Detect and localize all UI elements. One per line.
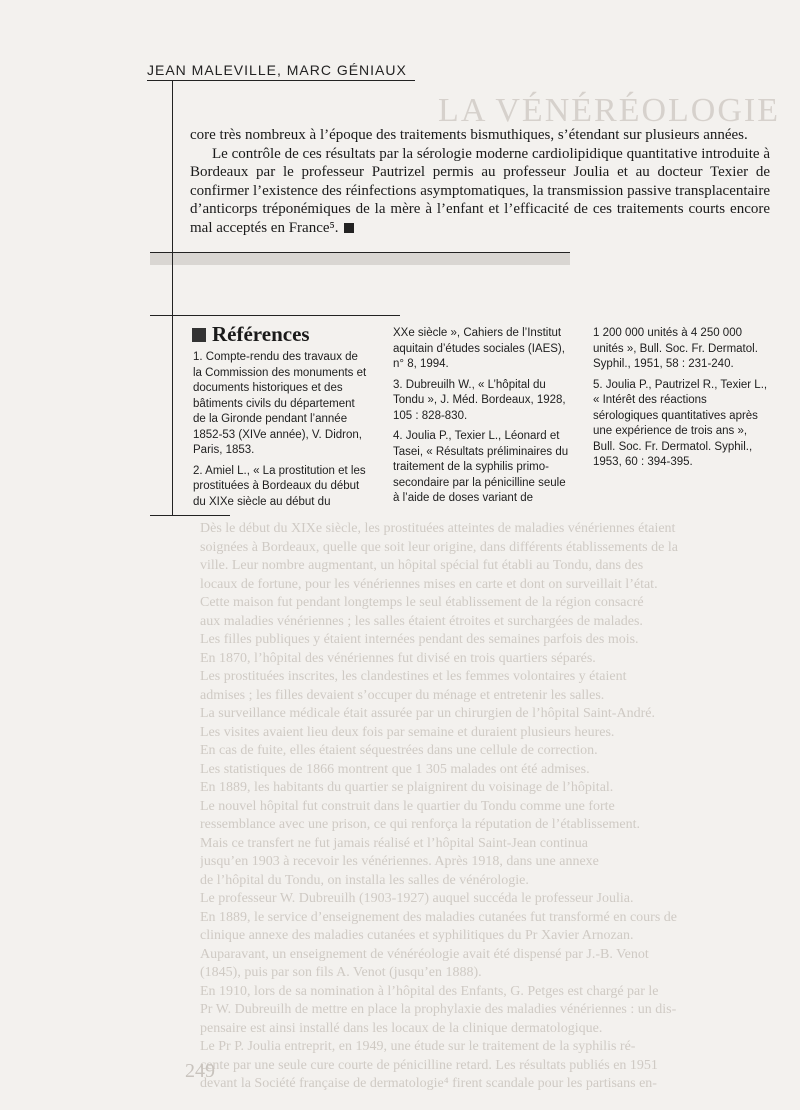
references-column-2 [393,326,569,512]
margin-rule [172,80,173,515]
header-rule [147,80,415,81]
references-bottom-rule [150,515,230,516]
paragraph-continuation: core très nombreux à l’époque des traitements bismuthiques, s’étendant sur plusieurs années. [190,127,748,143]
references-title: Références [212,322,310,346]
bleed-through-band [150,253,570,265]
references-column-3 [593,326,771,476]
heading-square-icon [192,328,206,342]
end-of-section-square [344,223,354,233]
reference-item: 1 200 000 unités à 4 250 000 unités », Bull. Soc. Fr. Dermatol. Syphil., 1951, 58 : 231-240. [593,327,758,370]
paragraph-serology-text: Le contrôle de ces résultats par la sérologie moderne cardiolipidique quantitative introduite à Bordeaux par le professeur Pautrizel permis au professeur Joulia et au docteur Texier de confirmer l’existence des réinfections asymptomatiques, la transmission passive transplacentaire d’anticorps tréponémiques de la mère à l’enfant et l’efficacité de ces traitements courts encore mal acceptés en France⁵. [190,145,770,236]
reference-item: XXe siècle », Cahiers de l’Institut aquitain d’études sociales (IAES), n° 8, 1994. [393,327,565,370]
reference-item: 1. Compte-rendu des travaux de la Commission des monuments et documents historiques et des bâtiments civils du département de la Gironde pendant l’année 1852-53 (XIVe année), V. Didron, Paris, 1853. [193,351,367,456]
running-head: JEAN MALEVILLE, MARC GÉNIAUX [147,62,407,78]
reference-item: 4. Joulia P., Texier L., Léonard et Tasei, « Résultats préliminaires du traitement de la syphilis primo-secondaire par la pénicilline seule à l’aide de doses variant de [393,430,569,504]
bleed-through-title: LA VÉNÉRÉOLOGIE [438,92,780,129]
reference-item: 3. Dubreuilh W., « L’hôpital du Tondu », J. Méd. Bordeaux, 1928, 105 : 828-830. [393,378,566,422]
references-rule [150,315,400,316]
references-heading [192,322,310,347]
paragraph-serology [190,145,770,238]
body-text [190,126,770,237]
reference-item: 5. Joulia P., Pautrizel R., Texier L., « Intérêt des réactions sérologiques quantitatives après une expérience de trois ans », Bull. Soc. Fr. Dermatol. Syphil., 1953, 60 : 394-395. [593,378,768,468]
references-column-1 [193,350,368,515]
bleed-through-text: Dès le début du XIXe siècle, les prostituées atteintes de maladies vénériennes étaient soignées à Bordeaux, quelle que soit leur origine, dans différents établissements de la ville. Leur nombre augmentant, un hôpital spécial fut établi au Tondu, dans des locaux de fortune, pour les vénériennes mises en carte et dont on surveillait l’état. Cette maison fut pendant longtemps le seul établissement de la région consacré aux maladies vénériennes ; les salles étaient étroites et surchargées de malades. Les filles publiques y étaient internées pendant des semaines parfois des mois. En 1870, l’hôpital des vénériennes fut divisé en trois quartiers séparés. Les prostituées inscrites, les clandestines et les femmes volontaires y étaient admises ; les filles devaient s’occuper du ménage et entretenir les salles. La surveillance médicale était assurée par un chirurgien de l’hôpital Saint-André. Les visites avaient lieu deux fois par semaine et duraient plusieurs heures. En cas de fuite, elles étaient séquestrées dans une cellule de correction. Les statistiques de 1866 montrent que 1 305 malades ont été admises. En 1889, les habitants du quartier se plaignirent du voisinage de l’hôpital. Le nouvel hôpital fut construit dans le quartier du Tondu comme une forte ressemblance avec une prison, ce qui renforça la réputation de l’établissement. Mais ce transfert ne fut jamais réalisé et l’hôpital Saint-Jean continua jusqu’en 1903 à recevoir les vénériennes. Après 1918, dans une annexe de l’hôpital du Tondu, on installa les salles de vénérologie. Le professeur W. Dubreuilh (1903-1927) auquel succéda le professeur Joulia. En 1889, le service d’enseignement des maladies cutanées fut transformé en cours de clinique annexe des maladies cutanées et syphilitiques du Pr Xavier Arnozan. Auparavant, un enseignement de vénéréologie avait été dispensé par J.-B. Venot (1845), puis par son fils A. Venot (jusqu’en 1888). En 1910, lors de sa nomination à l’hôpital des Enfants, G. Petges est chargé par le Pr W. Dubreuilh de mettre en place la prophylaxie des maladies vénériennes : un dis- pensaire est ainsi installé dans les locaux de la clinique dermatologique. Le Pr P. Joulia entreprit, en 1949, une étude sur le traitement de la syphilis ré- cente par une seule cure courte de pénicilline retard. Les résultats publiés en 1951 devant la Société française de dermatologie⁴ firent scandale pour les partisans en- [200,521,678,1091]
reference-item: 2. Amiel L., « La prostitution et les prostituées à Bordeaux du début du XIXe siècle au début du [193,464,366,508]
bleed-through-page-number: 249 [185,1060,215,1082]
section-rule [150,252,570,253]
